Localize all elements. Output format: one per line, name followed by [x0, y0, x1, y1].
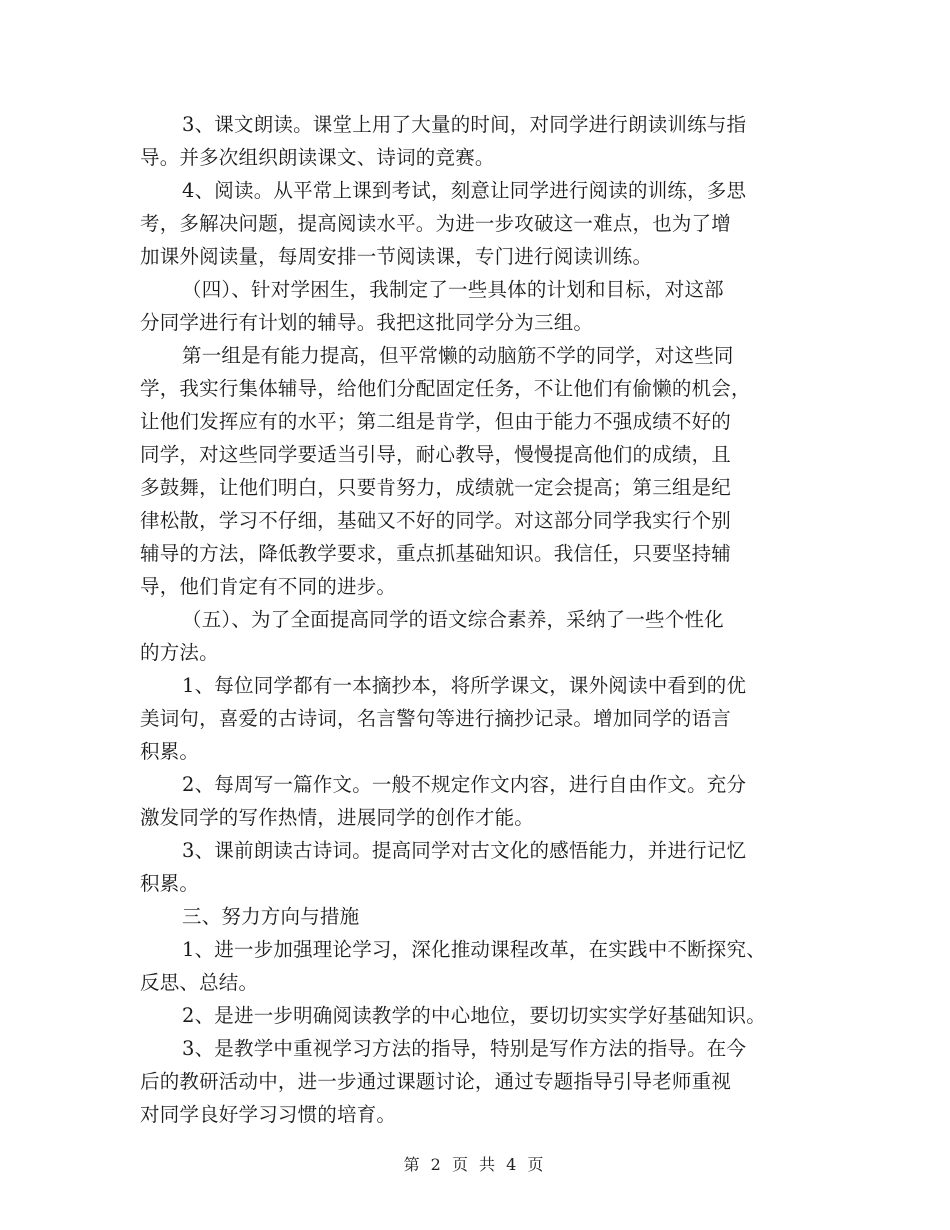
text-line: 后的教研活动中，进一步通过课题讨论，通过专题指导引导老师重视 — [140, 1070, 732, 1093]
text-line: 2、是进一步明确阅读教学的中心地位，要切切实实学好基础知识。 — [182, 1004, 766, 1027]
text-line: 1、进一步加强理论学习，深化推动课程改革，在实践中不断探究、 — [182, 938, 766, 961]
document-body — [140, 108, 820, 1131]
text-line: 对同学良好学习习惯的培育。 — [140, 1103, 397, 1126]
text-line: 导。并多次组织朗读课文、诗词的竞赛。 — [140, 146, 495, 169]
text-line: 导，他们肯定有不同的进步。 — [140, 575, 397, 598]
page-number-footer: 第 2 页 共 4 页 — [403, 1155, 547, 1174]
text-line: 3、课前朗读古诗词。提高同学对古文化的感悟能力，并进行记忆 — [182, 839, 747, 862]
text-line: 学，我实行集体辅导，给他们分配固定任务，不让他们有偷懒的机会， — [140, 377, 751, 400]
text-line: 辅导的方法，降低教学要求，重点抓基础知识。我信任，只要坚持辅 — [140, 542, 732, 565]
text-line: 3、是教学中重视学习方法的指导，特别是写作方法的指导。在今 — [182, 1037, 747, 1060]
text-line: 2、每周写一篇作文。一般不规定作文内容，进行自由作文。充分 — [182, 773, 747, 796]
text-line: 积累。 — [140, 872, 200, 895]
text-line: 的方法。 — [140, 641, 219, 664]
text-line: 反思、总结。 — [140, 971, 259, 994]
text-line: 考，多解决问题，提高阅读水平。为进一步攻破这一难点，也为了增 — [140, 212, 732, 235]
text-line: 多鼓舞，让他们明白，只要肯努力，成绩就一定会提高；第三组是纪 — [140, 476, 732, 499]
text-line: 加课外阅读量，每周安排一节阅读课，专门进行阅读训练。 — [140, 245, 653, 268]
text-line: 积累。 — [140, 740, 200, 763]
text-line: （四）、针对学困生，我制定了一些具体的计划和目标，对这部 — [182, 278, 724, 301]
text-line: 3、课文朗读。课堂上用了大量的时间，对同学进行朗读训练与指 — [182, 113, 747, 136]
text-line: 分同学进行有计划的辅导。我把这批同学分为三组。 — [140, 311, 594, 334]
text-line: 4、阅读。从平常上课到考试，刻意让同学进行阅读的训练，多思 — [182, 179, 747, 202]
text-line: 三、努力方向与措施 — [182, 905, 360, 928]
text-line: 律松散，学习不仔细，基础又不好的同学。对这部分同学我实行个别 — [140, 509, 732, 532]
text-line: 美词句，喜爱的古诗词，名言警句等进行摘抄记录。增加同学的语言 — [140, 707, 732, 730]
text-line: 第一组是有能力提高，但平常懒的动脑筋不学的同学，对这些同 — [182, 344, 734, 367]
text-line: 同学，对这些同学要适当引导，耐心教导，慢慢提高他们的成绩，且 — [140, 443, 732, 466]
text-line: 1、每位同学都有一本摘抄本，将所学课文，课外阅读中看到的优 — [182, 674, 747, 697]
text-line: 让他们发挥应有的水平；第二组是肯学，但由于能力不强成绩不好的 — [140, 410, 732, 433]
text-line: 激发同学的写作热情，进展同学的创作才能。 — [140, 806, 535, 829]
text-line: （五）、为了全面提高同学的语文综合素养，采纳了一些个性化 — [182, 608, 724, 631]
